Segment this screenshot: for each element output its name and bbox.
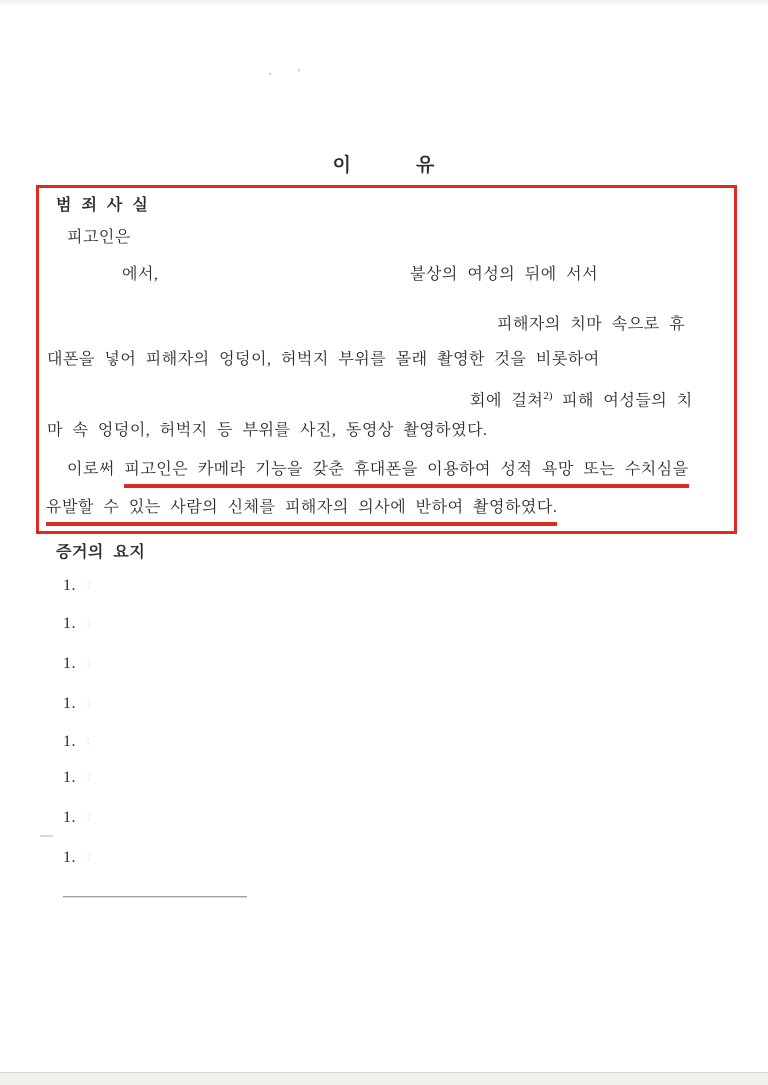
crime-line-body: 마 속 엉덩이, 허벅지 등 부위를 사진, 동영상 촬영하였다.	[47, 422, 488, 439]
evidence-heading: 증거의 요지	[56, 544, 146, 561]
evidence-item	[63, 733, 91, 751]
scan-bottom-edge	[0, 1072, 768, 1085]
evidence-item	[63, 577, 91, 595]
evidence-item	[63, 655, 91, 673]
evidence-item-marker: 1.	[63, 769, 76, 786]
redaction-remnant: :	[87, 697, 91, 709]
crime-count-text-post: 피해 여성들의 치	[562, 392, 693, 410]
crime-line-location: 에서,	[122, 266, 159, 283]
redaction-remnant: :	[87, 771, 91, 783]
crime-line-count	[470, 386, 693, 411]
page-title	[0, 150, 768, 177]
crime-line-defendant: 피고인은	[67, 229, 131, 246]
crime-line-phone: 대폰을 넣어 피해자의 엉덩이, 허벅지 부위를 몰래 촬영한 것을 비롯하여	[47, 351, 600, 368]
evidence-item-marker: 1.	[63, 695, 76, 712]
conclusion-lead: 이로써	[67, 461, 125, 478]
redaction-remnant: :	[87, 811, 91, 823]
redaction-remnant: :	[87, 657, 91, 669]
crime-facts-heading: 범 죄 사 실	[56, 197, 149, 214]
evidence-item-marker: 1.	[63, 655, 76, 672]
crime-line-conclusion-1	[67, 460, 689, 488]
page-title-char: 이	[332, 155, 352, 176]
evidence-item-marker: 1.	[63, 577, 76, 594]
evidence-item-marker: 1.	[63, 733, 76, 750]
evidence-item	[63, 849, 91, 867]
crime-line-conclusion-2	[46, 498, 557, 526]
evidence-item	[63, 615, 91, 633]
conclusion-underlined-text-2: 유발할 수 있는 사람의 신체를 피해자의 의사에 반하여 촬영하였다.	[46, 498, 557, 526]
redaction-remnant: :	[87, 851, 91, 863]
scan-speck: ·	[267, 69, 274, 80]
redaction-remnant: :	[87, 735, 91, 747]
redaction-remnant: :	[87, 617, 91, 629]
conclusion-underlined-text: 피고인은 카메라 기능을 갖춘 휴대폰을 이용하여 성적 욕망 또는 수치심을	[124, 460, 688, 488]
evidence-item-marker: 1.	[63, 615, 76, 632]
scan-speck: '	[296, 68, 303, 79]
crime-line-skirt: 피해자의 치마 속으로 휴	[497, 316, 686, 333]
footnote-separator-rule	[63, 896, 247, 897]
evidence-item	[63, 695, 91, 713]
scan-top-edge	[0, 0, 768, 7]
page-title-char: 유	[416, 155, 436, 176]
footnote-marker: 2)	[543, 390, 553, 402]
evidence-item	[63, 809, 91, 827]
evidence-item-marker: 1.	[63, 809, 76, 826]
evidence-item	[63, 769, 91, 787]
evidence-item-marker: 1.	[63, 849, 76, 866]
crime-count-text: 회에 걸쳐	[470, 392, 544, 410]
redaction-remnant: :	[87, 579, 91, 591]
scan-speck-dash	[40, 835, 53, 837]
crime-line-victim-behind: 불상의 여성의 뒤에 서서	[410, 266, 599, 283]
